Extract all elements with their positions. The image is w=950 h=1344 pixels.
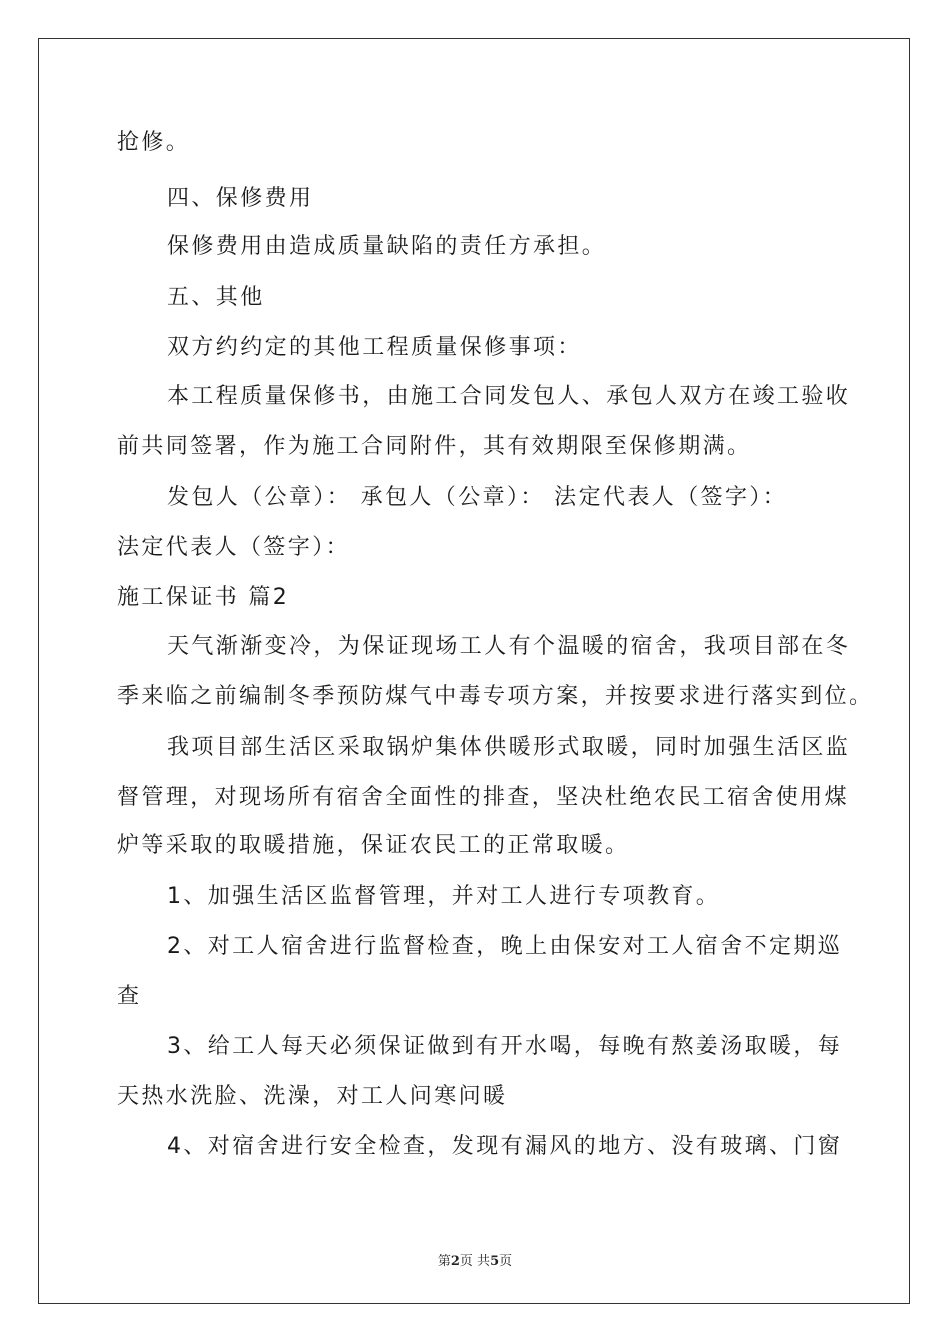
paragraph-line: 前共同签署，作为施工合同附件，其有效期限至保修期满。 (117, 434, 752, 459)
paragraph-line: 督管理，对现场所有宿舍全面性的排查，坚决杜绝农民工宿舍使用煤 (117, 785, 850, 810)
paragraph-line: 双方约约定的其他工程质量保修事项： (167, 335, 582, 360)
paragraph-line: 抢修。 (117, 130, 191, 155)
list-item: 1、加强生活区监督管理，并对工人进行专项教育。 (167, 884, 721, 909)
paragraph-line: 保修费用由造成质量缺陷的责任方承担。 (167, 234, 607, 259)
footer-page-total: 5 (490, 1254, 500, 1269)
paragraph-line: 本工程质量保修书，由施工合同发包人、承包人双方在竣工验收 (167, 384, 851, 409)
list-item: 4、对宿舍进行安全检查，发现有漏风的地方、没有玻璃、门窗 (167, 1134, 843, 1159)
paragraph-line: 季来临之前编制冬季预防煤气中毒专项方案，并按要求进行落实到位。 (117, 684, 874, 709)
list-item-continuation: 查 (117, 984, 142, 1009)
footer-page-suffix: 页 (499, 1254, 513, 1269)
list-item-continuation: 天热水洗脸、洗澡，对工人问寒问暖 (117, 1084, 508, 1109)
signature-line: 发包人（公章）： 承包人（公章）： 法定代表人（签字）： (167, 485, 788, 510)
footer-page-mid: 页 共 (459, 1254, 491, 1269)
page-footer (0, 1250, 950, 1269)
section-heading: 五、其他 (167, 285, 265, 310)
paragraph-line: 天气渐渐变冷，为保证现场工人有个温暖的宿舍，我项目部在冬 (167, 634, 851, 659)
list-item: 3、给工人每天必须保证做到有开水喝，每晚有熬姜汤取暖，每 (167, 1034, 843, 1059)
footer-page-prefix: 第 (437, 1254, 451, 1269)
footer-page-current: 2 (450, 1254, 460, 1269)
section-heading: 四、保修费用 (167, 186, 314, 211)
page-border (38, 38, 910, 1304)
signature-line: 法定代表人（签字）： (117, 535, 351, 560)
paragraph-line: 炉等采取的取暖措施，保证农民工的正常取暖。 (117, 833, 630, 858)
document-title: 施工保证书 篇2 (117, 585, 290, 610)
paragraph-line: 我项目部生活区采取锅炉集体供暖形式取暖，同时加强生活区监 (167, 735, 851, 760)
list-item: 2、对工人宿舍进行监督检查，晚上由保安对工人宿舍不定期巡 (167, 934, 843, 959)
